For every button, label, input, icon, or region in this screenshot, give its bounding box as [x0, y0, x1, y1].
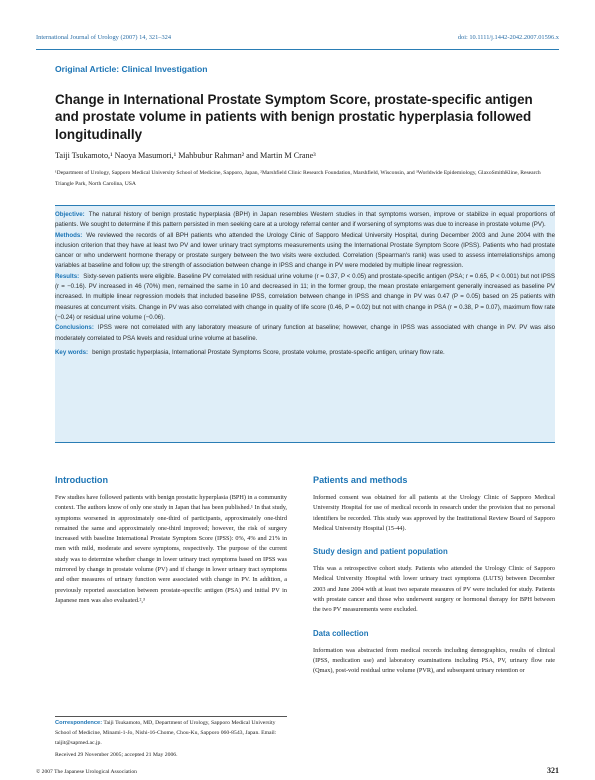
abstract: [55, 210, 555, 358]
author-list: Taiji Tsukamoto,¹ Naoya Masumori,¹ Mahbubur Rahman² and Martin M Crane³: [55, 151, 316, 160]
page-number: 321: [547, 766, 559, 775]
right-column: [313, 475, 555, 677]
abstract-results: [55, 272, 555, 323]
study-design-text: This was a retrospective cohort study. Patients who attended the Urology Clinic of Sapporo Medical University Hospital with lower urinary tract symptoms (LUTS) between December 2003 and June 2004 with at least two separate measures of PV were included for study. Patients with prostate cancer and those who underwent surgery or hormonal therapy for BPH between the two PV measurements were excluded.: [313, 565, 555, 614]
objective-text: The natural history of benign prostatic hyperplasia (BPH) in Japan resembles Western studies in that symptoms worsen, improve or stabilize in equal proportions of patients. We sought to determine if this pattern persisted in men seeking care at a urology referral center and if worsening of symptoms was due to increase in prostate volume (PV).: [55, 211, 555, 229]
results-text: Sixty-seven patients were eligible. Baseline PV correlated with residual urine volume (r = 0.37, P < 0.05) and prostate-specific antigen (PSA; r = 0.65, P < 0.001) but not IPSS (r = −0.16). PV increased in 46 (70%) men, remained the same in 10 and decreased in 11; in the former group, the mean prostate enlargement generally increased as baseline PV increased. In multiple linear regression models that included baseline IPSS, correlation between change in IPSS and change in PV was 0.47 (P = 0.05) based on 25 patients with measures at concurrent visits. Change in PV was also correlated with change in quality of life score (0.46, P = 0.02) but not with change in PSA (r = 0.38, P = 0.07), maximum flow rate (−0.24) or residual urine volume (−0.06).: [55, 272, 555, 321]
methods-label: Methods:: [55, 231, 83, 239]
journal-citation: International Journal of Urology (2007) 14, 321–324: [36, 34, 172, 41]
correspondence-block: [55, 716, 287, 761]
conclusions-label: Conclusions:: [55, 324, 94, 332]
spacer: [313, 616, 555, 629]
keywords-label: Key words:: [55, 348, 89, 356]
correspondence-label: Correspondence:: [55, 720, 103, 726]
journal-header-bar: [36, 34, 559, 50]
left-column: [55, 475, 287, 606]
doi-link[interactable]: doi: 10.1111/j.1442-2042.2007.01596.x: [457, 34, 559, 41]
data-collection-heading: Data collection: [313, 628, 369, 638]
article-type: Original Article: Clinical Investigation: [55, 64, 208, 74]
copyright-footer: © 2007 The Japanese Urological Association: [36, 769, 137, 775]
abstract-methods: [55, 231, 555, 272]
patients-methods-text: Informed consent was obtained for all patients at the Urology Clinic of Sapporo Medical University Hospital for use of medical records in research under the provision that no personal identifiers be recorded. This study was approved by the Institutional Review Board of Sapporo Medical University Hospital (15-44).: [313, 494, 555, 532]
received-dates: Received 29 November 2005; accepted 21 May 2006.: [55, 752, 178, 759]
study-design-heading: Study design and patient population: [313, 547, 448, 557]
results-label: Results:: [55, 272, 80, 280]
methods-text: We reviewed the records of all BPH patients who attended the Urology Clinic of Sapporo Medical University Hospital, during December 2003 and June 2004 with the inclusion criterion that they have at least two PV and lower urinary tract symptoms measurements using the International Prostate Symptom Score (IPSS). Patients who had prostate cancer or who underwent hormone therapy or prostate surgery between the two visits were excluded. Correlation (Spearman's rank) was used to assess interrelationships among variables at baseline and follow up; the strength of association between change in IPSS and change in PV were modeled by multiple linear regression.: [55, 231, 555, 270]
conclusions-text: IPSS were not correlated with any laboratory measure of urinary function at baseline; however, change in IPSS was associated with change in PV. PV was also moderately correlated to PSA levels and residual urine volume at baseline.: [55, 324, 555, 342]
abstract-bottom-rule: [55, 442, 555, 443]
spacer: [313, 534, 555, 547]
abstract-top-rule: [55, 205, 555, 206]
abstract-conclusions: [55, 323, 555, 344]
affiliations: ¹Department of Urology, Sapporo Medical University School of Medicine, Sapporo, Japan, ²Marshfield Clinic Research Foundation, Marshfield, Wisconsin, and ³Worldwide Epidemiology, GlaxoSmithKline, Research Triangle Park, North Carolina, USA: [55, 170, 541, 187]
abstract-objective: [55, 210, 555, 231]
objective-label: Objective:: [55, 211, 85, 218]
patients-methods-heading: Patients and methods: [313, 475, 408, 485]
correspondence-para: [55, 719, 287, 748]
keywords-text: benign prostatic hyperplasia, International Prostate Symptoms Score, prostate volume, prostate-specific antigen, urinary flow rate.: [92, 348, 445, 356]
abstract-keywords: [55, 348, 555, 358]
correspondence-text: Taiji Tsukamoto, MD, Department of Urology, Sapporo Medical University School of Medicine, Minami-1-Jo, Nishi-16-Chome, Chou-Ku, Sapporo 060-8543, Japan. Email: taijit@sapmed.ac.jp.: [55, 720, 277, 746]
data-collection-text: Information was abstracted from medical records including demographics, results of clinical (IPSS, medication use) and laboratory examinations including PSA, PV, urinary flow rate (Qmax), post-void residual urine volume (PVR), and subsequent urinary retention or: [313, 646, 555, 675]
introduction-text: Few studies have followed patients with benign prostatic hyperplasia (BPH) in a community context. The authors know of only one study in Japan that has been published.¹ In that study, symptoms worsened in approximately one-third of participants, approximately one-third remained the same and approximately one-third improved; however, the risk of surgery increased with baseline International Prostate Symptom Score (IPSS): 0%, 4% and 21% in men with mild, moderate and severe symptoms, respectively. The purpose of the current study was to determine whether change in lower urinary tract symptoms based on IPSS was mirrored by change in prostate volume (PV) and if change in lower urinary tract symptoms and other measures of urinary function were associated with change in PV. In addition, a previously reported association between prostate-specific antigen (PSA) and initial PV in Japanese men was also evaluated.²,³: [55, 494, 287, 604]
introduction-heading: Introduction: [55, 475, 109, 485]
article-title: Change in International Prostate Symptom Score, prostate-specific antigen and prostate volume in patients with benign prostatic hyperplasia followed longitudinally: [55, 92, 533, 142]
